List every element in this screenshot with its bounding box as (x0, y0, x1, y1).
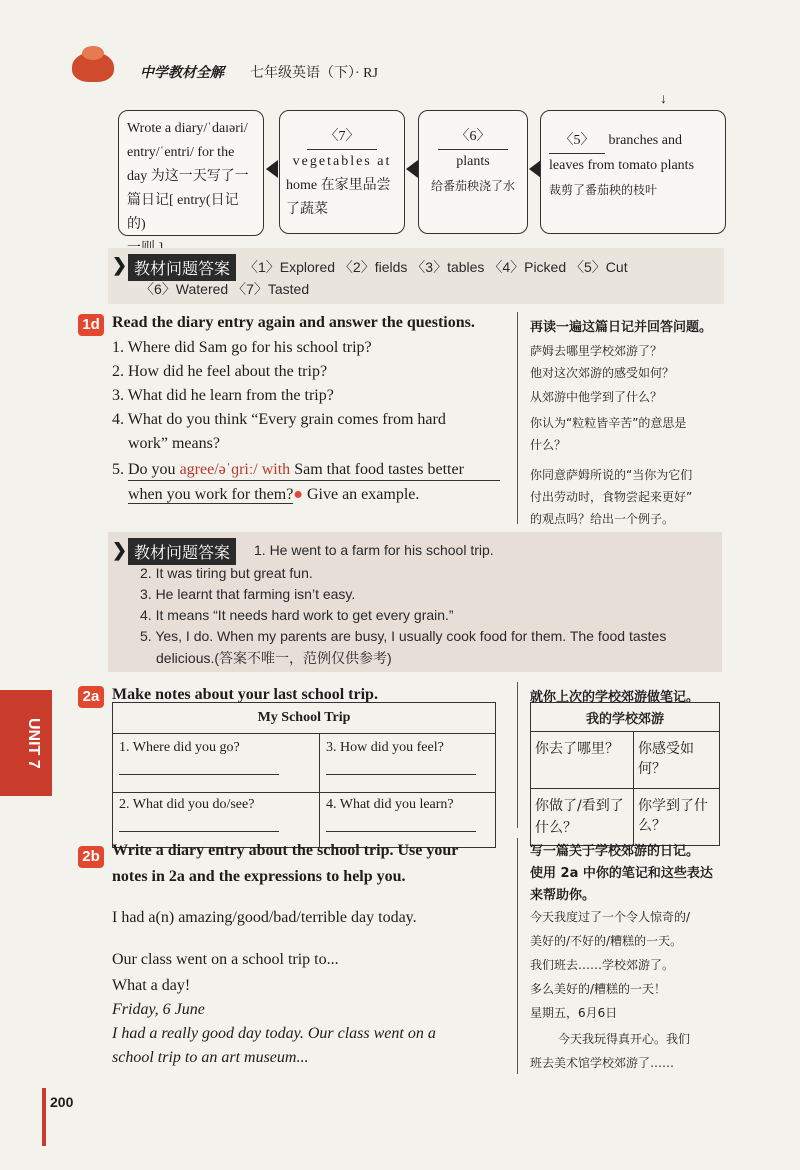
example-line: school trip to an art museum... (112, 1049, 309, 1066)
example-line: I had a really good day today. Our class went on a (112, 1025, 436, 1042)
cn-title-line: 使用 2a 中你的笔记和这些表达 (530, 866, 713, 881)
section-title-cont: notes in 2a and the expressions to help you. (112, 868, 406, 885)
answer-blank[interactable] (326, 774, 476, 775)
down-arrow-icon: ↓ (660, 92, 667, 107)
question-5-cont (128, 483, 419, 507)
table-cell (113, 734, 320, 793)
book-brand: 中学教材全解 (140, 66, 224, 81)
cn-line: 从郊游中他学到了什么？ (530, 390, 663, 404)
table-question: 4. What did you learn? (326, 797, 454, 812)
flow-line: 了蔬菜 (286, 202, 328, 217)
page-number: 200 (50, 1094, 74, 1110)
section-title: Read the diary entry again and answer the questions. (112, 314, 475, 331)
cn-line: 付出劳动时，食物尝起来更好” (530, 490, 693, 504)
answer-blank[interactable] (119, 774, 279, 775)
flow-line: Wrote a diary/ˈdaɪəri/ (127, 121, 248, 136)
section-title: Make notes about your last school trip. (112, 686, 378, 703)
flow-box-vegetables (279, 110, 405, 234)
book-subtitle: 七年级英语（下）· RJ (250, 66, 378, 81)
cn-line: 今天我度过了一个令人惊奇的/ (530, 910, 691, 924)
publisher-logo (72, 52, 114, 82)
flow-line: 给番茄秧浇了水 (430, 179, 515, 193)
answer-line: 3. He learnt that farming isn’t easy. (140, 586, 356, 602)
table-question: 1. Where did you go? (119, 740, 240, 755)
cn-title-line: 来帮助你。 (530, 888, 596, 903)
flow-box-diary (118, 110, 264, 236)
section-title-cn: 就你上次的学校郊游做笔记。 (530, 690, 700, 705)
flow-line: plants (456, 154, 490, 169)
section-badge: 1d (78, 314, 104, 336)
cn-line: 美好的/不好的/糟糕的一天。 (530, 934, 683, 948)
table-cell: 你去了哪里？ (531, 732, 634, 789)
chevron-right-icon: ❯ (112, 255, 128, 275)
flow-line: 裁剪了番茄秧的枝叶 (549, 183, 658, 197)
flow-line: day 为这一天写了一 (127, 169, 249, 184)
section-badge: 2b (78, 846, 104, 868)
flow-line: home 在家里品尝 (286, 178, 391, 193)
answer-line: 〈6〉Watered 〈7〉Tasted (140, 281, 310, 297)
underline (128, 480, 500, 481)
note-dot-icon: ● (293, 486, 303, 503)
question-2: 2. How did he feel about the trip? (112, 363, 328, 380)
q5-text: 5. Do you (112, 461, 180, 478)
answer-blank[interactable] (119, 831, 279, 832)
answer-line: delicious.(答案不唯一，范例仅供参考) (156, 650, 392, 666)
column-divider (517, 682, 518, 828)
expression-line: Our class went on a school trip to... (112, 951, 339, 968)
answer-tag: 教材问题答案 (128, 254, 236, 281)
table-cell: 你学到了什么？ (634, 789, 720, 846)
cn-line: 班去美术馆学校郊游了…… (530, 1056, 675, 1070)
blank-number: 〈5〉 (549, 129, 605, 154)
flow-box-branches (540, 110, 726, 234)
table-question: 3. How did you feel? (326, 740, 444, 755)
flow-box-plants (418, 110, 528, 234)
answer-line: 5. Yes, I do. When my parents are busy, I usually cook food for them. The food tastes (140, 628, 667, 644)
cn-line: 的观点吗？给出一个例子。 (530, 512, 675, 526)
table-title: My School Trip (113, 703, 496, 734)
section-title: Write a diary entry about the school trip. Use your (112, 842, 459, 859)
arrow-left-icon (266, 160, 278, 178)
cn-line: 什么？ (530, 438, 567, 452)
flow-line: entry/ˈentri/ for the (127, 145, 235, 160)
table-title-cn: 我的学校郊游 (531, 703, 720, 732)
cn-line: 今天我玩得真开心。我们 (558, 1032, 691, 1046)
blank-number: 〈6〉 (438, 125, 508, 150)
table-cell (320, 734, 496, 793)
unit-label: UNIT 7 (25, 718, 42, 769)
answer-blank[interactable] (326, 831, 476, 832)
cn-line: 你认为“粒粒皆辛苦”的意思是 (530, 416, 687, 430)
arrow-left-icon (406, 160, 418, 178)
table-cell (113, 793, 320, 848)
q5-keyword: agree/əˈɡriː/ with (179, 461, 291, 478)
flow-line: vegetables at (292, 154, 392, 169)
expression-line: What a day! (112, 977, 191, 994)
table-cell: 你做了/看到了什么？ (531, 789, 634, 846)
section-badge: 2a (78, 686, 104, 708)
flow-line (549, 129, 717, 154)
expression-line: I had a(n) amazing/good/bad/terrible day today. (112, 909, 417, 926)
answer-line: 〈1〉Explored 〈2〉fields 〈3〉tables 〈4〉Picked 〈5〉Cut (244, 259, 628, 275)
table-cell (320, 793, 496, 848)
q5-text: Give an example. (302, 486, 420, 503)
cn-line: 他对这次郊游的感受如何？ (530, 366, 675, 380)
cn-line: 你同意萨姆所说的“当你为它们 (530, 468, 693, 482)
flow-line: 篇日记[ entry(日记的) (127, 193, 239, 232)
blank-number: 〈7〉 (307, 125, 377, 150)
example-date: Friday, 6 June (112, 1001, 205, 1018)
answer-line: 1. He went to a farm for his school trip. (254, 542, 494, 558)
question-3: 3. What did he learn from the trip? (112, 387, 334, 404)
question-4-cont: work” means? (128, 435, 220, 452)
cn-line: 多么美好的/糟糕的一天！ (530, 982, 667, 996)
answer-tag: 教材问题答案 (128, 538, 236, 565)
table-cell: 你感受如何？ (634, 732, 720, 789)
cn-notes-table (530, 702, 720, 846)
notes-table (112, 702, 496, 848)
answer-line: 2. It was tiring but great fun. (140, 565, 313, 581)
flow-line: leaves from tomato plants (549, 158, 695, 173)
question-4: 4. What do you think “Every grain comes from hard (112, 411, 446, 428)
column-divider (517, 838, 518, 1074)
cn-line: 星期五，6月6日 (530, 1006, 618, 1020)
cn-title-line: 写一篇关于学校郊游的日记。 (530, 844, 700, 859)
question-1: 1. Where did Sam go for his school trip? (112, 339, 372, 356)
column-divider (517, 312, 518, 524)
chevron-right-icon: ❯ (112, 540, 128, 560)
question-5 (112, 458, 464, 482)
q5-text: Sam that food tastes better (290, 461, 464, 478)
table-question: 2. What did you do/see? (119, 797, 255, 812)
section-title-cn: 再读一遍这篇日记并回答问题。 (530, 320, 713, 335)
answer-line: 4. It means “It needs hard work to get every grain.” (140, 607, 454, 623)
q5-underlined: when you work for them? (128, 486, 294, 503)
cn-line: 我们班去……学校郊游了。 (530, 958, 675, 972)
cn-line: 萨姆去哪里学校郊游了？ (530, 344, 663, 358)
flow-text: branches and (608, 133, 682, 148)
